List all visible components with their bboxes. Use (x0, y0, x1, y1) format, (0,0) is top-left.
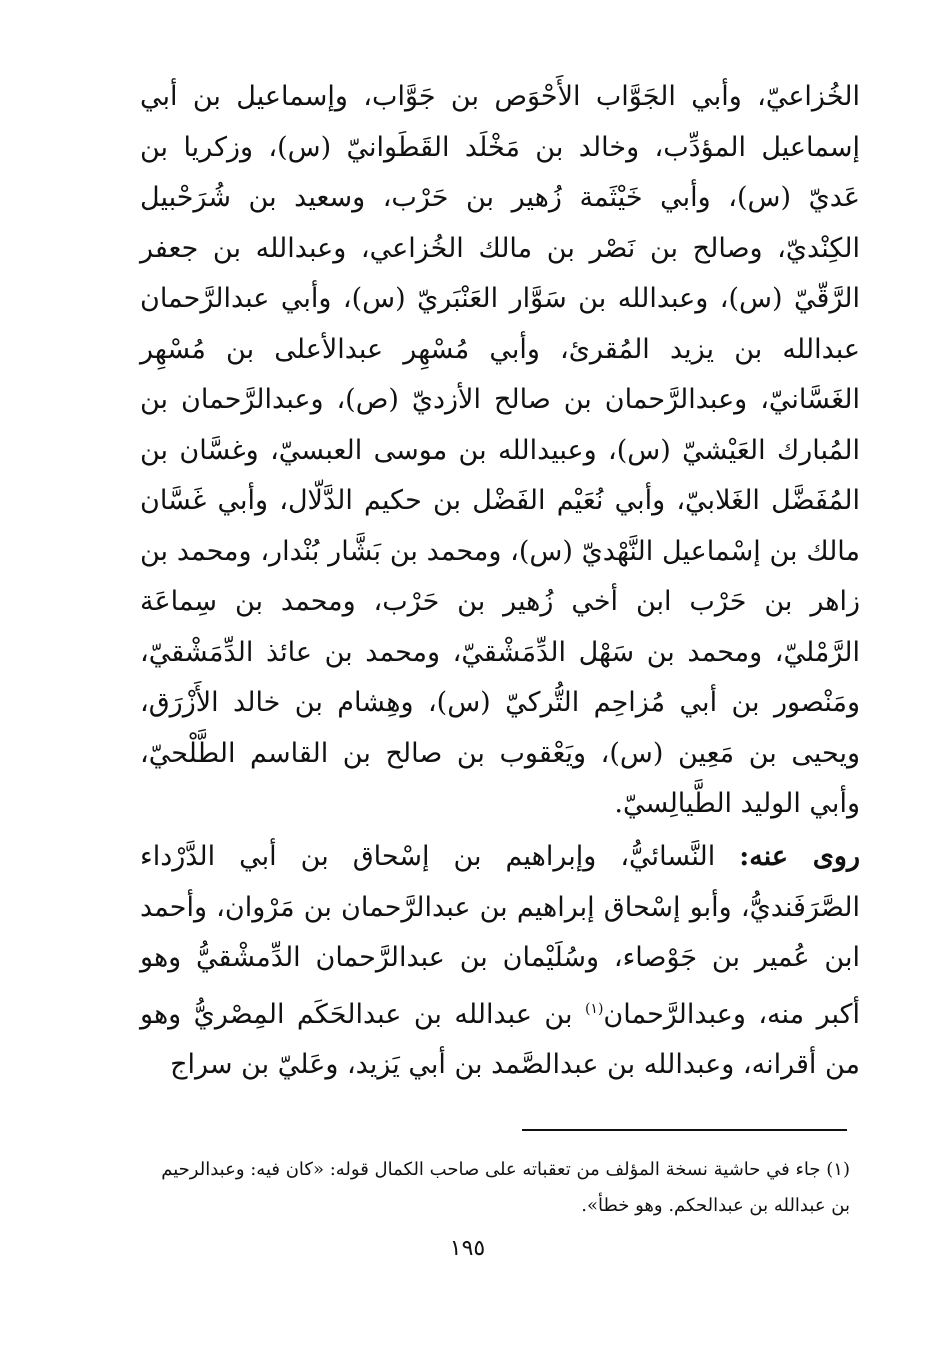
paragraph-text: النَّسائيُّ، وإبراهيم بن إسْحاق بن أبي الدَّرْداء الصَّرَفَنديُّ، وأبو إسْحاق إبراهيم بن عبدالرَّحمان بن مَرْوان، وأحمد ابن عُمير بن جَوْصاء، وسُلَيْمان بن عبدالرَّحمان الدِّمشْقيُّ وهو أكبر منه، وعبدالرَّحمان (140, 841, 860, 1030)
footnote-reference[interactable]: (١) (584, 1000, 604, 1017)
paragraph-text-continued: بن عبدالله بن عبدالحَكَم المِصْريُّ وهو من أقرانه، وعبدالله بن عبدالصَّمد بن أبي يَزيد، وعَليّ بن سراج (140, 998, 860, 1080)
body-paragraph-students (140, 832, 860, 1091)
body-paragraph-teachers (140, 72, 860, 830)
footnote (140, 1152, 850, 1224)
page-number: ١٩٥ (449, 1236, 486, 1261)
footnote-number: (١) (826, 1159, 850, 1180)
footnote-text: جاء في حاشية نسخة المؤلف من تعقباته على صاحب الكمال قوله: «كان فيه: وعبدالرحيم بن عبدالله بن عبدالحكم. وهو خطأ». (161, 1159, 850, 1216)
paragraph-text: الخُزاعيّ، وأبي الجَوَّاب الأَحْوَص بن جَوَّاب، وإسماعيل بن أبي إسماعيل المؤدِّب، وخالد بن مَخْلَد القَطَوانيّ (س)، وزكريا بن عَديّ (س)، وأبي خَيْثَمة زُهير بن حَرْب، وسعيد بن شُرَحْبيل الكِنْديّ، وصالح بن نَصْر بن مالك الخُزاعي، وعبدالله بن جعفر الرَّقّيّ (س)، وعبدالله بن سَوَّار العَنْبَريّ (س)، وأبي عبدالرَّحمان عبدالله بن يزيد المُقرئ، وأبي مُسْهِر عبدالأعلى بن مُسْهِر الغَسَّانيّ، وعبدالرَّحمان بن صالح الأزديّ (ص)، وعبدالرَّحمان بن المُبارك العَيْشيّ (س)، وعبيدالله بن موسى العبسيّ، وغسَّان بن المُفَضَّل الغَلابيّ، وأبي نُعَيْم الفَضْل بن حكيم الدَّلّال، وأبي غَسَّان مالك بن إسْماعيل النَّهْديّ (س)، ومحمد بن بَشَّار بُنْدار، ومحمد بن زاهر بن حَرْب ابن أخي زُهير بن حَرْب، ومحمد بن سِماعَة الرَّمْليّ، ومحمد بن سَهْل الدِّمَشْقيّ، ومحمد بن عائذ الدِّمَشْقيّ، ومَنْصور بن أبي مُزاحِم التُّركيّ (س)، وهِشام بن خالد الأَزْرَق، ويحيى بن مَعِين (س)، ويَعْقوب بن صالح بن القاسم الطَّلْحيّ، وأبي الوليد الطَّيالِسيّ. (140, 81, 860, 819)
footnote-divider (522, 1129, 847, 1131)
paragraph-lead-label: روى عنه: (739, 841, 860, 872)
